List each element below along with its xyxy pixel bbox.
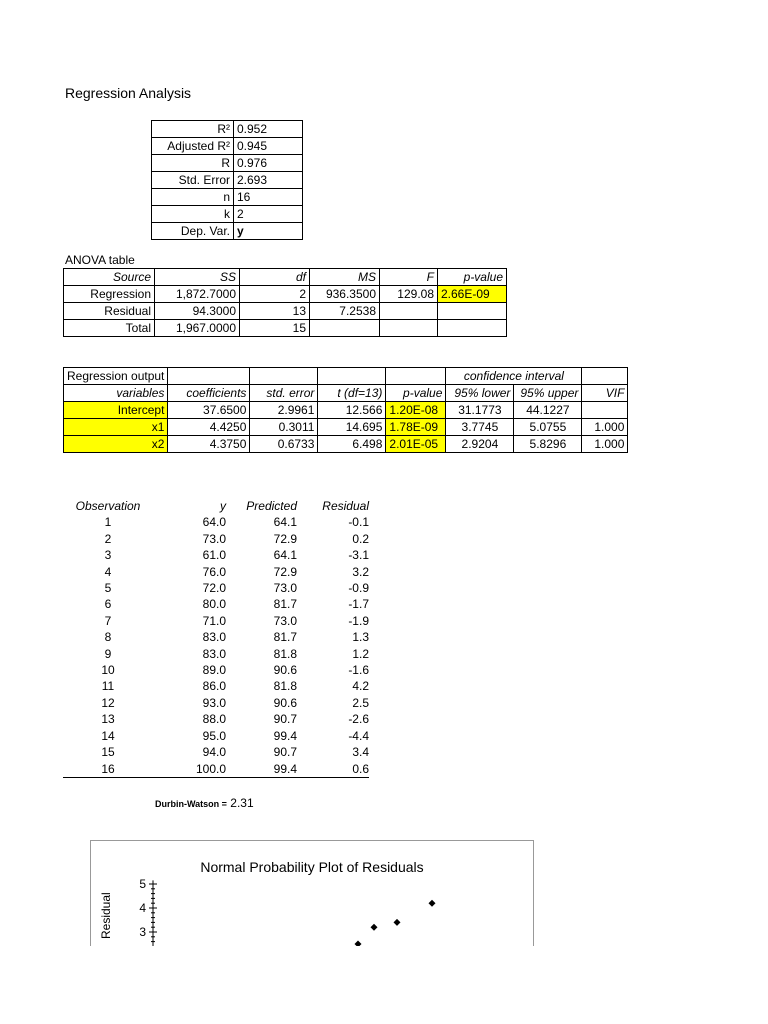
anova-column-header: df [240, 269, 310, 286]
stats-row [152, 223, 303, 240]
observation-cell: -1.9 [348, 613, 369, 628]
observation-cell: -0.1 [348, 515, 369, 530]
stat-label: R² [152, 121, 234, 138]
anova-cell: 129.08 [380, 286, 438, 303]
regression-output-table [63, 367, 628, 453]
stats-row [152, 172, 303, 189]
chart-data-point [429, 900, 436, 907]
regression-column-header: 95% upper [514, 385, 582, 402]
observation-cell: 72.9 [273, 564, 297, 579]
observation-cell: -2.6 [348, 712, 369, 727]
observation-cell: 72.0 [202, 581, 226, 596]
regression-cell: 1.20E-08 [386, 402, 446, 419]
observation-cell: 81.8 [273, 679, 297, 694]
observation-cell: 90.7 [273, 712, 297, 727]
regression-cell: 0.6733 [250, 436, 318, 453]
chart-y-tick-label: 4 [139, 901, 146, 915]
stat-label: R [152, 155, 234, 172]
chart-y-axis-label: Residual [99, 892, 113, 939]
observation-row [63, 646, 369, 662]
observation-cell: 3.2 [352, 564, 369, 579]
observations-column-header: Residual [322, 499, 369, 513]
observation-row [63, 629, 369, 645]
regression-cell: 37.6500 [168, 402, 250, 419]
observation-row [63, 564, 369, 580]
observation-cell: -1.7 [348, 597, 369, 612]
anova-cell [310, 320, 380, 337]
observation-cell: 90.7 [273, 745, 297, 760]
observation-cell: 95.0 [202, 728, 226, 743]
chart-data-point [394, 919, 401, 926]
anova-row [64, 286, 507, 303]
observation-cell: 4.2 [352, 679, 369, 694]
regression-cell: 5.8296 [514, 436, 582, 453]
observation-cell: 0.2 [352, 531, 369, 546]
stat-label: Dep. Var. [152, 223, 234, 240]
chart-y-tick-label: 3 [139, 925, 146, 939]
observation-cell: 2 [104, 531, 112, 546]
anova-cell: Total [64, 320, 155, 337]
regression-cell: 4.3750 [168, 436, 250, 453]
regression-cell: 1.000 [582, 419, 628, 436]
regression-cell: 14.695 [318, 419, 386, 436]
anova-row [64, 320, 507, 337]
anova-column-header: MS [310, 269, 380, 286]
regression-cell: 44.1227 [514, 402, 582, 419]
regression-cell: 2.9961 [250, 402, 318, 419]
regression-column-header: std. error [250, 385, 318, 402]
observation-cell: 80.0 [202, 597, 226, 612]
regression-cell: 5.0755 [514, 419, 582, 436]
chart-y-tick-label: 5 [139, 877, 146, 891]
observation-row [63, 728, 369, 744]
regression-cell: 2.9204 [446, 436, 514, 453]
anova-cell [438, 303, 507, 320]
regression-row [64, 402, 628, 419]
regression-row [64, 436, 628, 453]
regression-column-header: variables [64, 385, 168, 402]
observation-cell: 1.2 [352, 646, 369, 661]
anova-cell: 2.66E-09 [438, 286, 507, 303]
observation-cell: 83.0 [202, 630, 226, 645]
observations-header-row [63, 498, 369, 514]
observation-row [63, 662, 369, 678]
observation-cell: 90.6 [273, 663, 297, 678]
regression-column-header: coefficients [168, 385, 250, 402]
anova-cell: 13 [240, 303, 310, 320]
observation-row [63, 711, 369, 727]
observation-cell: 2.5 [352, 695, 369, 710]
observation-cell: 5 [104, 581, 112, 596]
observation-cell: 72.9 [273, 531, 297, 546]
observation-row [63, 678, 369, 694]
regression-column-header: VIF [582, 385, 628, 402]
confidence-interval-label: confidence interval [446, 368, 582, 385]
anova-column-header: SS [155, 269, 240, 286]
regression-header-row [64, 385, 628, 402]
observation-cell: 4 [104, 564, 112, 579]
anova-cell: 15 [240, 320, 310, 337]
regression-column-header: p-value [386, 385, 446, 402]
observation-cell: 76.0 [202, 564, 226, 579]
observation-cell: 73.0 [202, 531, 226, 546]
stat-value: 0.952 [234, 121, 303, 138]
regression-cell: 0.3011 [250, 419, 318, 436]
regression-output-label: Regression output [64, 368, 168, 385]
stats-row [152, 121, 303, 138]
observation-cell: 94.0 [202, 745, 226, 760]
observation-cell: 64.0 [202, 515, 226, 530]
regression-cell: 3.7745 [446, 419, 514, 436]
stat-value: 0.945 [234, 138, 303, 155]
regression-cell [582, 402, 628, 419]
summary-stats-table [151, 120, 303, 240]
regression-cell: x2 [64, 436, 168, 453]
regression-row [64, 419, 628, 436]
observation-cell: 93.0 [202, 695, 226, 710]
stat-label: n [152, 189, 234, 206]
observation-cell: -3.1 [348, 548, 369, 563]
regression-title-row [64, 368, 628, 385]
observation-cell: 81.7 [273, 630, 297, 645]
anova-cell: 1,967.0000 [155, 320, 240, 337]
observation-cell: 11 [101, 679, 115, 694]
anova-cell: 94.3000 [155, 303, 240, 320]
regression-column-header: t (df=13) [318, 385, 386, 402]
observation-cell: 3.4 [352, 745, 369, 760]
observation-cell: -1.6 [348, 663, 369, 678]
observation-cell: 61.0 [202, 548, 226, 563]
regression-cell: 12.566 [318, 402, 386, 419]
observation-row [63, 514, 369, 530]
anova-cell: 2 [240, 286, 310, 303]
anova-row [64, 303, 507, 320]
anova-column-header: Source [64, 269, 155, 286]
stats-row [152, 138, 303, 155]
chart-data-point [371, 924, 378, 931]
observations-column-header: Observation [75, 499, 141, 513]
observation-row [63, 547, 369, 563]
observation-cell: 73.0 [273, 613, 297, 628]
observation-cell: 64.1 [273, 548, 297, 563]
observation-cell: 99.4 [273, 728, 297, 743]
observation-cell: 71.0 [202, 613, 226, 628]
observation-cell: 8 [104, 630, 112, 645]
observation-cell: 81.8 [273, 646, 297, 661]
durbin-watson [155, 796, 254, 810]
anova-table-label: ANOVA table [65, 253, 135, 267]
observation-row [63, 744, 369, 760]
stat-value: 0.976 [234, 155, 303, 172]
observation-cell: 6 [104, 597, 112, 612]
stat-label: Adjusted R² [152, 138, 234, 155]
observation-cell: 9 [104, 646, 112, 661]
page-title: Regression Analysis [65, 85, 192, 101]
anova-cell: 1,872.7000 [155, 286, 240, 303]
observation-cell: 64.1 [273, 515, 297, 530]
observation-row [63, 596, 369, 612]
observation-cell: 99.4 [226, 761, 297, 778]
observation-cell: 83.0 [202, 646, 226, 661]
stat-label: k [152, 206, 234, 223]
observation-cell: 86.0 [202, 679, 226, 694]
stat-label: Std. Error [152, 172, 234, 189]
observations-table [63, 498, 369, 778]
anova-cell [380, 320, 438, 337]
stats-row [152, 189, 303, 206]
stat-value: y [234, 223, 303, 240]
observation-cell: -0.9 [348, 581, 369, 596]
stat-value: 2.693 [234, 172, 303, 189]
observation-row [63, 580, 369, 596]
observation-row [63, 531, 369, 547]
regression-cell: 4.4250 [168, 419, 250, 436]
regression-cell: x1 [64, 419, 168, 436]
anova-cell [380, 303, 438, 320]
stats-row [152, 155, 303, 172]
observation-cell: 100.0 [153, 761, 226, 778]
observation-cell: 14 [101, 728, 115, 743]
observation-cell: 1 [104, 515, 112, 530]
observation-cell: 12 [101, 695, 115, 710]
observation-cell: 7 [104, 613, 112, 628]
stat-value: 2 [234, 206, 303, 223]
regression-cell: 6.498 [318, 436, 386, 453]
regression-cell: 1.78E-09 [386, 419, 446, 436]
chart-plot [91, 841, 533, 947]
stats-row [152, 206, 303, 223]
regression-cell: 31.1773 [446, 402, 514, 419]
observation-cell: 81.7 [273, 597, 297, 612]
observation-cell: 3 [104, 548, 112, 563]
observations-column-header: y [220, 499, 226, 513]
observation-cell: 90.6 [273, 695, 297, 710]
chart-title: Normal Probability Plot of Residuals [200, 859, 424, 875]
normal-probability-chart [90, 840, 534, 948]
stat-value: 16 [234, 189, 303, 206]
observation-cell: 10 [101, 663, 115, 678]
page-bottom-margin [0, 946, 768, 1024]
anova-table [63, 268, 507, 337]
regression-cell: Intercept [64, 402, 168, 419]
observation-cell: 89.0 [202, 663, 226, 678]
observation-cell: 73.0 [273, 581, 297, 596]
anova-cell [438, 320, 507, 337]
regression-cell: 2.01E-05 [386, 436, 446, 453]
regression-cell: 1.000 [582, 436, 628, 453]
observation-row [63, 613, 369, 629]
anova-header-row [64, 269, 507, 286]
observation-cell: 1.3 [352, 630, 369, 645]
observation-cell: -4.4 [348, 728, 369, 743]
observation-cell: 13 [101, 712, 115, 727]
anova-cell: Residual [64, 303, 155, 320]
anova-cell: Regression [64, 286, 155, 303]
anova-column-header: p-value [438, 269, 507, 286]
observation-row [63, 761, 369, 778]
observation-cell: 15 [101, 745, 115, 760]
regression-column-header: 95% lower [446, 385, 514, 402]
anova-column-header: F [380, 269, 438, 286]
observation-cell: 88.0 [202, 712, 226, 727]
observation-cell: 0.6 [297, 761, 369, 778]
durbin-watson-value: 2.31 [230, 796, 254, 810]
observation-cell: 16 [63, 761, 153, 778]
observation-row [63, 695, 369, 711]
anova-cell: 936.3500 [310, 286, 380, 303]
durbin-watson-label: Durbin-Watson = [155, 799, 227, 809]
observations-column-header: Predicted [246, 499, 297, 513]
anova-cell: 7.2538 [310, 303, 380, 320]
